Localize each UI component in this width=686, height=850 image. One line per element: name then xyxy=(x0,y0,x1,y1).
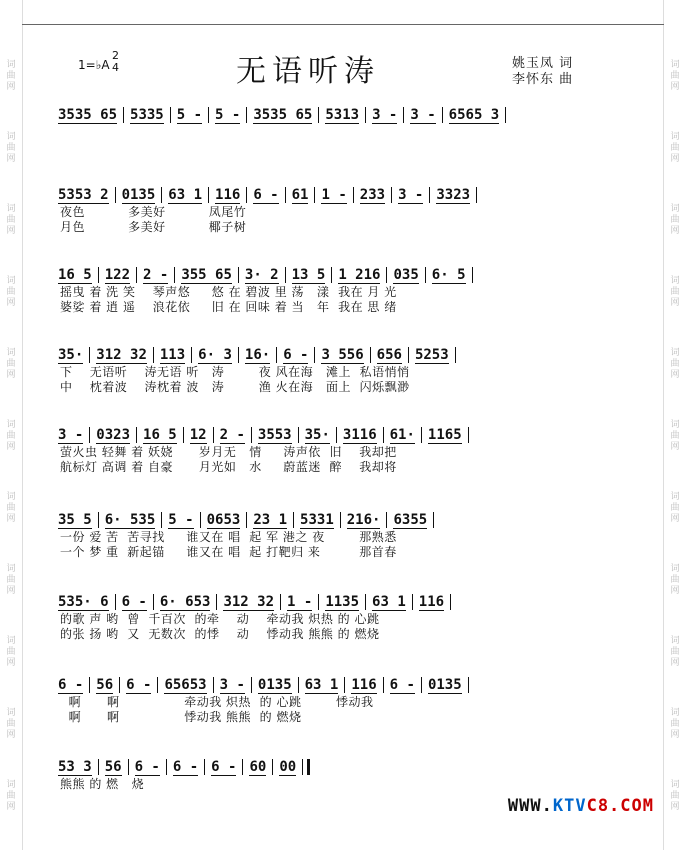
notation-line xyxy=(58,510,606,530)
score-system xyxy=(58,265,606,315)
lyric-line: 啊 啊 牵动我 炽热 的 心跳 悸动我 xyxy=(60,695,374,709)
barline xyxy=(191,347,192,363)
barline xyxy=(468,677,469,693)
side-watermark-text: 词 曲 网 xyxy=(6,132,16,164)
barline xyxy=(421,677,422,693)
barline xyxy=(98,759,99,775)
measure: 1165 xyxy=(427,426,462,443)
measure: 6 - xyxy=(58,676,84,693)
barline xyxy=(336,427,337,443)
notation-line xyxy=(58,592,606,612)
measure: 63 1 xyxy=(304,676,339,693)
measure: 65653 xyxy=(164,676,207,693)
measure: 6· 5 xyxy=(431,266,466,283)
side-watermark-text: 词 曲 网 xyxy=(6,204,16,236)
barline xyxy=(429,187,430,203)
barline xyxy=(344,677,345,693)
key-signature: 1=♭A xyxy=(78,58,110,72)
lyric-line: 月色 多美好 椰子树 xyxy=(60,220,247,234)
side-watermark-text: 词 曲 网 xyxy=(6,492,16,524)
left-margin-watermark xyxy=(0,0,23,850)
barline xyxy=(314,347,315,363)
measure: 113 xyxy=(159,346,186,363)
barline xyxy=(242,759,243,775)
barline xyxy=(170,107,171,123)
notation-line xyxy=(58,105,606,125)
barline xyxy=(246,107,247,123)
barline xyxy=(293,512,294,528)
barline xyxy=(216,594,217,610)
barline xyxy=(136,267,137,283)
measure: 3535 65 xyxy=(58,106,118,123)
measure: 5335 xyxy=(130,106,164,123)
barline xyxy=(251,427,252,443)
barline xyxy=(425,267,426,283)
measure: 16 5 xyxy=(58,266,92,283)
side-watermark-text: 词 曲 网 xyxy=(670,708,680,740)
barline xyxy=(153,594,154,610)
measure: 56 xyxy=(104,758,122,775)
measure: 5353 2 xyxy=(58,186,109,203)
measure: 6 - xyxy=(389,676,415,693)
measure: 535· 6 xyxy=(58,593,109,610)
measure: 3 - xyxy=(58,426,84,443)
barline xyxy=(115,187,116,203)
barline xyxy=(128,759,129,775)
measure: 61· xyxy=(389,426,415,443)
score-system xyxy=(58,185,606,235)
lyricist: 姚玉凤 词 xyxy=(512,56,574,71)
barline xyxy=(298,677,299,693)
measure: 116 xyxy=(215,186,241,203)
side-watermark-text: 词 曲 网 xyxy=(6,780,16,812)
site-watermark xyxy=(508,796,654,816)
barline xyxy=(365,107,366,123)
barline xyxy=(331,267,332,283)
side-watermark-text: 词 曲 网 xyxy=(6,564,16,596)
measure: 16· xyxy=(244,346,271,363)
measure: 56 xyxy=(96,676,114,693)
barline xyxy=(89,677,90,693)
composer: 李怀东 曲 xyxy=(512,72,574,87)
barline xyxy=(157,677,158,693)
barline xyxy=(161,512,162,528)
side-watermark-text: 词 曲 网 xyxy=(6,276,16,308)
barline xyxy=(302,759,310,775)
barline xyxy=(161,187,162,203)
measure: 3 - xyxy=(372,106,398,123)
barline xyxy=(272,759,273,775)
measure: 3 - xyxy=(219,676,245,693)
notation-line xyxy=(58,185,606,205)
barline xyxy=(408,347,409,363)
barline xyxy=(472,267,473,283)
measure: 355 65 xyxy=(181,266,232,283)
lyric-line: 摇曳 着 洗 笑 琴声悠 悠 在 碧波 里 荡 漾 我在 月 光 xyxy=(60,285,397,299)
barline xyxy=(285,267,286,283)
measure: 6· 3 xyxy=(198,346,232,363)
notation-line xyxy=(58,425,606,445)
barline xyxy=(98,512,99,528)
measure: 656 xyxy=(376,346,402,363)
measure: 53 3 xyxy=(58,758,92,775)
measure: 3553 xyxy=(257,426,292,443)
lyric-line xyxy=(60,125,606,140)
barline xyxy=(455,347,456,363)
barline xyxy=(386,512,387,528)
notation-line xyxy=(58,265,606,285)
right-margin-watermark xyxy=(663,0,686,850)
barline xyxy=(213,677,214,693)
barline xyxy=(204,759,205,775)
score-system xyxy=(58,510,606,560)
side-watermark-text: 词 曲 网 xyxy=(670,204,680,236)
measure: 6 - xyxy=(283,346,309,363)
barline xyxy=(386,267,387,283)
side-watermark-text: 词 曲 网 xyxy=(6,636,16,668)
measure: 5253 xyxy=(414,346,449,363)
measure: 35· xyxy=(304,426,330,443)
measure: 6 - xyxy=(172,758,199,775)
measure: 3116 xyxy=(342,426,377,443)
score-system xyxy=(58,105,606,155)
measure: 35· xyxy=(58,346,84,363)
score-system xyxy=(58,345,606,395)
measure: 0135 xyxy=(427,676,462,693)
song-title: 无语听涛 xyxy=(236,54,380,89)
side-watermark-text: 词 曲 网 xyxy=(670,132,680,164)
measure: 3· 2 xyxy=(244,266,279,283)
lyric-line: 婆娑 着 逍 遥 浪花依 旧 在 回味 着 当 年 我在 思 绪 xyxy=(60,300,397,314)
measure: 6355 xyxy=(393,511,428,528)
measure: 63 1 xyxy=(168,186,203,203)
measure: 233 xyxy=(359,186,386,203)
measure: 0135 xyxy=(121,186,156,203)
measure: 6 - xyxy=(121,593,147,610)
measure: 3 - xyxy=(410,106,436,123)
measure: 6 - xyxy=(211,758,237,775)
barline xyxy=(318,594,319,610)
measure: 5 - xyxy=(168,511,194,528)
side-watermark-text: 词 曲 网 xyxy=(6,60,16,92)
measure: 16 5 xyxy=(143,426,177,443)
measure: 116 xyxy=(351,676,377,693)
barline xyxy=(450,594,451,610)
barline xyxy=(213,427,214,443)
measure: 216· xyxy=(346,511,381,528)
measure: 312 32 xyxy=(96,346,147,363)
barline xyxy=(246,512,247,528)
measure: 63 1 xyxy=(372,593,406,610)
url-c8: C8.COM xyxy=(586,796,654,816)
barline xyxy=(468,427,469,443)
barline xyxy=(433,512,434,528)
barline xyxy=(115,594,116,610)
lyric-line: 熊熊 的 燃 烧 xyxy=(60,777,145,791)
measure: 6 - xyxy=(134,758,160,775)
measure: 6565 3 xyxy=(448,106,500,123)
url-ktv: KTV xyxy=(552,796,587,816)
measure: 6 - xyxy=(126,676,152,693)
measure: 5313 xyxy=(325,106,360,123)
measure: 2 - xyxy=(219,426,245,443)
time-signature xyxy=(112,50,119,74)
measure: 035 xyxy=(393,266,419,283)
barline xyxy=(285,187,286,203)
measure: 5331 xyxy=(300,511,334,528)
barline xyxy=(136,427,137,443)
barline xyxy=(340,512,341,528)
score-system xyxy=(58,425,606,475)
measure: 60 xyxy=(249,758,267,775)
measure: 00 xyxy=(279,758,297,775)
side-watermark-text: 词 曲 网 xyxy=(6,708,16,740)
measure: 0653 xyxy=(206,511,241,528)
side-watermark-text: 词 曲 网 xyxy=(670,420,680,452)
lyric-line: 一份 爱 苦 苦寻找 谁又在 唱 起 军 港之 夜 那熟悉 xyxy=(60,530,397,544)
measure: 6· 653 xyxy=(159,593,211,610)
measure: 1 216 xyxy=(338,266,381,283)
side-watermark-text: 词 曲 网 xyxy=(670,276,680,308)
barline xyxy=(442,107,443,123)
measure: 1 - xyxy=(321,186,347,203)
measure: 3 556 xyxy=(321,346,364,363)
measure: 3 - xyxy=(398,186,424,203)
time-top: 2 xyxy=(112,49,119,62)
barline xyxy=(505,107,506,123)
score-system xyxy=(58,592,606,642)
lyric-line: 的张 扬 哟 又 无数次 的悸 动 悸动我 熊熊 的 燃烧 xyxy=(60,627,380,641)
lyric-line: 啊 啊 悸动我 熊熊 的 燃烧 xyxy=(60,710,302,724)
barline xyxy=(365,594,366,610)
measure: 312 32 xyxy=(223,593,275,610)
barline xyxy=(276,347,277,363)
barline xyxy=(174,267,175,283)
barline xyxy=(403,107,404,123)
barline xyxy=(119,677,120,693)
lyric-line xyxy=(60,140,606,155)
measure: 122 xyxy=(104,266,131,283)
barline xyxy=(298,427,299,443)
barline xyxy=(238,347,239,363)
lyric-line: 萤火虫 轻舞 着 妖娆 岁月无 情 涛声依 旧 我却把 xyxy=(60,445,397,459)
notation-line xyxy=(58,675,606,695)
barline xyxy=(246,187,247,203)
time-bottom: 4 xyxy=(112,61,119,74)
top-rule xyxy=(22,24,664,25)
side-watermark-text: 词 曲 网 xyxy=(670,564,680,596)
measure: 5 - xyxy=(215,106,241,123)
barline xyxy=(391,187,392,203)
lyric-line: 夜色 多美好 凤尾竹 xyxy=(60,205,247,219)
barline xyxy=(318,107,319,123)
barline xyxy=(123,107,124,123)
measure: 12 xyxy=(189,426,207,443)
notation-line xyxy=(58,345,606,365)
notation-line xyxy=(58,757,606,777)
barline xyxy=(383,677,384,693)
barline xyxy=(98,267,99,283)
barline xyxy=(183,427,184,443)
barline xyxy=(89,347,90,363)
measure: 6 - xyxy=(253,186,279,203)
measure: 13 5 xyxy=(291,266,326,283)
barline xyxy=(314,187,315,203)
lyric-line: 的歌 声 哟 曾 千百次 的牵 动 牵动我 炽热 的 心跳 xyxy=(60,612,380,626)
measure: 23 1 xyxy=(253,511,288,528)
barline xyxy=(166,759,167,775)
score-system xyxy=(58,675,606,725)
measure: 5 - xyxy=(176,106,203,123)
measure: 2 - xyxy=(143,266,169,283)
measure: 61 xyxy=(291,186,309,203)
barline xyxy=(208,107,209,123)
lyric-line: 下 无语听 涛无语 听 涛 夜 风在海 滩上 私语悄悄 xyxy=(60,365,410,379)
barline xyxy=(476,187,477,203)
barline xyxy=(412,594,413,610)
measure: 1135 xyxy=(325,593,360,610)
measure: 35 5 xyxy=(58,511,92,528)
barline xyxy=(353,187,354,203)
measure: 3535 65 xyxy=(253,106,313,123)
side-watermark-text: 词 曲 网 xyxy=(6,420,16,452)
lyric-line: 航标灯 高调 着 自豪 月光如 水 蔚蓝迷 醉 我却将 xyxy=(60,460,397,474)
side-watermark-text: 词 曲 网 xyxy=(670,348,680,380)
side-watermark-text: 词 曲 网 xyxy=(670,492,680,524)
measure: 116 xyxy=(418,593,445,610)
side-watermark-text: 词 曲 网 xyxy=(670,636,680,668)
side-watermark-text: 词 曲 网 xyxy=(6,348,16,380)
url-www: WWW. xyxy=(507,796,553,816)
barline xyxy=(89,427,90,443)
barline xyxy=(208,187,209,203)
lyric-line: 一个 梦 重 新起锚 谁又在 唱 起 打靶归 来 那首春 xyxy=(60,545,397,559)
barline xyxy=(280,594,281,610)
measure: 6· 535 xyxy=(104,511,156,528)
lyric-line: 中 枕着波 涛枕着 波 涛 渔 火在海 面上 闪烁飘渺 xyxy=(60,380,410,394)
measure: 3323 xyxy=(436,186,471,203)
measure: 1 - xyxy=(287,593,313,610)
measure: 0323 xyxy=(96,426,131,443)
barline xyxy=(251,677,252,693)
side-watermark-text: 词 曲 网 xyxy=(670,60,680,92)
measure: 0135 xyxy=(257,676,292,693)
barline xyxy=(238,267,239,283)
barline xyxy=(370,347,371,363)
barline xyxy=(383,427,384,443)
side-watermark-text: 词 曲 网 xyxy=(670,780,680,812)
barline xyxy=(153,347,154,363)
barline xyxy=(421,427,422,443)
barline xyxy=(200,512,201,528)
